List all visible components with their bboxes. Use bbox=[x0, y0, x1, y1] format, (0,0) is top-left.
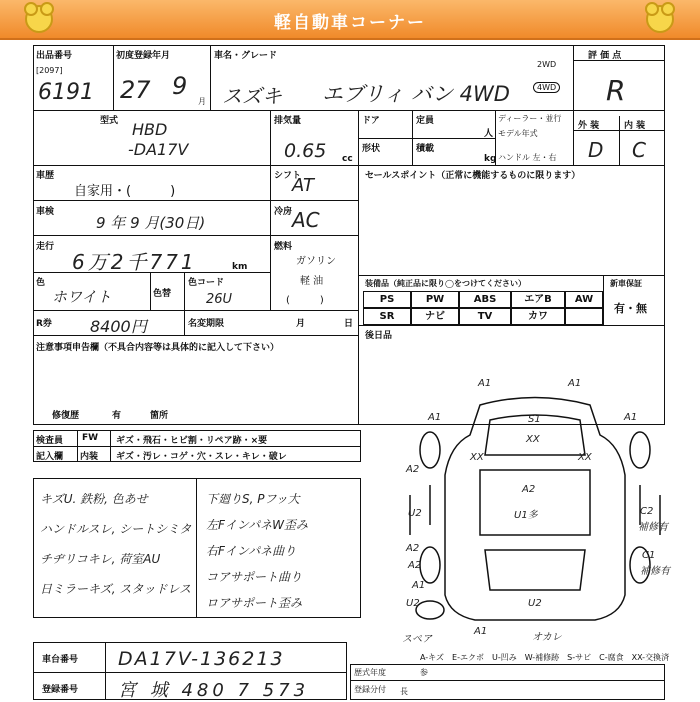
fuel-diesel: 軽 油 bbox=[300, 276, 324, 287]
damage-mark: オカレ bbox=[532, 632, 562, 643]
history-reg-table bbox=[350, 664, 665, 700]
remark-line: 左FインパネW歪み bbox=[206, 518, 308, 532]
rating-label: 評 価 点 bbox=[588, 51, 622, 61]
damage-mark: A1 bbox=[478, 378, 492, 389]
door-label: ドア bbox=[362, 116, 380, 126]
reg-label: 登録番号 bbox=[42, 685, 79, 695]
fuel-other: ( ) bbox=[286, 295, 324, 306]
type-1: HBD bbox=[132, 120, 168, 139]
maker: スズキ bbox=[222, 84, 282, 108]
color-code-label: 色コード bbox=[188, 278, 225, 288]
damage-mark: XX bbox=[578, 452, 592, 463]
damage-mark: U1多 bbox=[514, 510, 538, 521]
damage-mark: XX bbox=[526, 434, 540, 445]
recycle-value: 8400円 bbox=[90, 317, 147, 336]
damage-mark: S1 bbox=[528, 414, 541, 425]
dealer-label: ディーラー・並行 bbox=[498, 114, 562, 123]
equipment-item: エアB bbox=[511, 291, 565, 308]
remark-line: 右Fインパネ曲り bbox=[206, 544, 297, 558]
color-change-label: 色替 bbox=[153, 289, 172, 299]
bear-icon bbox=[25, 5, 53, 33]
damage-mark: C2 bbox=[640, 506, 654, 517]
interior-grade: C bbox=[632, 138, 646, 162]
exterior-label: 外 装 bbox=[578, 121, 600, 131]
damage-mark: A2 bbox=[408, 560, 422, 571]
warranty-label: 新車保証 bbox=[610, 279, 642, 288]
displacement-label: 排気量 bbox=[274, 116, 302, 126]
interior-label: 内 装 bbox=[624, 121, 646, 131]
repair-yes: 有 bbox=[112, 411, 122, 421]
type-2: -DA17V bbox=[128, 140, 189, 159]
damage-mark: 補修有 bbox=[640, 566, 670, 577]
lot-code: [2097] bbox=[36, 66, 63, 75]
equipment-item: SR bbox=[363, 308, 411, 325]
load-label: 積載 bbox=[416, 144, 435, 154]
recycle-label: R券 bbox=[36, 319, 52, 329]
page-title: 軽自動車コーナー bbox=[274, 13, 426, 33]
equipment-label: 装備品（純正品に限り◯をつけてください） bbox=[365, 279, 526, 288]
damage-mark: A1 bbox=[474, 626, 488, 637]
type-label: 型式 bbox=[100, 116, 119, 126]
fw-label: FW bbox=[82, 433, 99, 443]
shape-label: 形状 bbox=[362, 144, 381, 154]
damage-mark: スペア bbox=[402, 634, 432, 645]
ac-value: AC bbox=[292, 208, 320, 232]
interior-tag: 内装 bbox=[80, 452, 99, 462]
equipment-item: PW bbox=[411, 291, 459, 308]
exterior-grade: D bbox=[588, 138, 604, 162]
warranty-value: 有・無 bbox=[614, 302, 647, 315]
inspector-label: 検査員 bbox=[36, 436, 64, 446]
name-change-label: 名変期限 bbox=[188, 319, 225, 329]
inspection-label: 車検 bbox=[36, 207, 55, 217]
damage-mark: A2 bbox=[406, 543, 420, 554]
equipment-item: TV bbox=[459, 308, 511, 325]
chassis-value: DA17V-136213 bbox=[118, 648, 285, 670]
damage-mark: C1 bbox=[642, 550, 656, 561]
handle-label: ハンドル 左・右 bbox=[498, 153, 557, 162]
equipment-item: PS bbox=[363, 291, 411, 308]
remark-line: チヂリコキレ, 荷室AU bbox=[40, 552, 161, 566]
reg-value: 宮 城 480 7 573 bbox=[118, 680, 310, 701]
km-unit: km bbox=[232, 262, 248, 272]
repair-history-label: 修復歴 bbox=[52, 411, 80, 421]
history-value: 自家用・( ) bbox=[74, 184, 176, 199]
remark-line: ロアサポート歪み bbox=[206, 596, 303, 610]
remark-line: 日ミラーキズ, スタッドレス bbox=[40, 582, 192, 596]
damage-mark: A1 bbox=[568, 378, 582, 389]
damage-mark: XX bbox=[470, 452, 484, 463]
model-name-label: 車名・グレード bbox=[214, 51, 278, 61]
persons-unit: 人 bbox=[484, 129, 494, 139]
damage-mark: U2 bbox=[408, 508, 422, 519]
damage-mark: A2 bbox=[522, 484, 536, 495]
day-label: 日 bbox=[344, 319, 354, 329]
displacement: 0.65 bbox=[284, 140, 327, 162]
color-label: 色 bbox=[36, 278, 46, 288]
reg-month: 9 bbox=[172, 72, 188, 100]
damage-mark: A1 bbox=[624, 412, 638, 423]
ac-label: 冷房 bbox=[274, 207, 293, 217]
equipment-item bbox=[565, 308, 603, 325]
model-year-label: モデル年式 bbox=[498, 129, 538, 138]
entry-items: ギズ・汚レ・コゲ・穴・スレ・キレ・破レ bbox=[116, 452, 287, 462]
shift-value: AT bbox=[292, 175, 314, 196]
drive-4wd: 4WD bbox=[533, 82, 560, 93]
notes-label: 注意事項申告欄（不具合内容等は具体的に記入して下さい） bbox=[36, 343, 280, 353]
ref-label: 参 bbox=[420, 668, 428, 677]
remark-line: コアサポート曲り bbox=[206, 570, 303, 584]
length-label: 長 bbox=[400, 687, 408, 696]
shift-label: シフト bbox=[274, 171, 302, 181]
remark-line: キズU. 鉄粉, 色あせ bbox=[40, 492, 148, 506]
sales-point-label: セールスポイント（正常に機能するものに限ります） bbox=[365, 171, 581, 181]
remark-line: 下廻りS, Pフッ大 bbox=[206, 492, 300, 506]
kg-unit: kg bbox=[484, 154, 497, 164]
repair-place: 箇所 bbox=[150, 411, 169, 421]
legend: A-キズ E-エクボ U-凹み W-補修跡 S-サビ C-腐食 XX-交換済 bbox=[420, 653, 670, 662]
model: エブリィ バン 4WD bbox=[322, 82, 510, 106]
equipment-item: ナビ bbox=[411, 308, 459, 325]
first-reg-label: 初度登録年月 bbox=[116, 51, 171, 61]
equipment-item: AW bbox=[565, 291, 603, 308]
damage-mark: A1 bbox=[412, 580, 426, 591]
remark-line: ハンドルスレ, シートシミタ bbox=[40, 522, 192, 536]
month-label: 月 bbox=[296, 319, 306, 329]
history-label: 車歴 bbox=[36, 171, 55, 181]
fuel-label: 燃料 bbox=[274, 242, 293, 252]
equipment-item: ABS bbox=[459, 291, 511, 308]
bear-icon bbox=[646, 5, 674, 33]
chassis-label: 車台番号 bbox=[42, 655, 79, 665]
history-reg-label: 歴式年度 bbox=[354, 668, 386, 677]
lot-label: 出品番号 bbox=[36, 51, 73, 61]
damage-mark: A2 bbox=[406, 464, 420, 475]
inspector-items: ギズ・飛石・ヒビ割・リペア跡・×要 bbox=[116, 436, 268, 446]
entry-label: 記入欄 bbox=[36, 452, 64, 462]
damage-mark: U2 bbox=[528, 598, 542, 609]
color-value: ホワイト bbox=[52, 288, 112, 306]
mileage-label: 走行 bbox=[36, 242, 55, 252]
damage-mark: A1 bbox=[428, 412, 442, 423]
cc-unit: cc bbox=[342, 154, 353, 164]
fuel-gasoline: ガソリン bbox=[296, 256, 336, 267]
lot-number: 6191 bbox=[38, 80, 94, 105]
reg-sheet-label: 登録分付 bbox=[354, 685, 386, 694]
reg-year: 27 bbox=[120, 76, 151, 104]
damage-mark: U2 bbox=[406, 598, 420, 609]
mileage-value: 6万2千771 bbox=[72, 250, 197, 274]
color-code-value: 26U bbox=[206, 292, 233, 307]
capacity-label: 定員 bbox=[416, 116, 435, 126]
month-suffix: 月 bbox=[198, 97, 206, 106]
damage-mark: 補修有 bbox=[638, 522, 668, 533]
equipment-item: カワ bbox=[511, 308, 565, 325]
inspection-value: 9 年 9 月(30日) bbox=[96, 214, 206, 232]
rear-seat-label: 後日品 bbox=[365, 331, 393, 341]
score: R bbox=[606, 74, 626, 107]
drive-2wd: 2WD bbox=[537, 60, 557, 69]
